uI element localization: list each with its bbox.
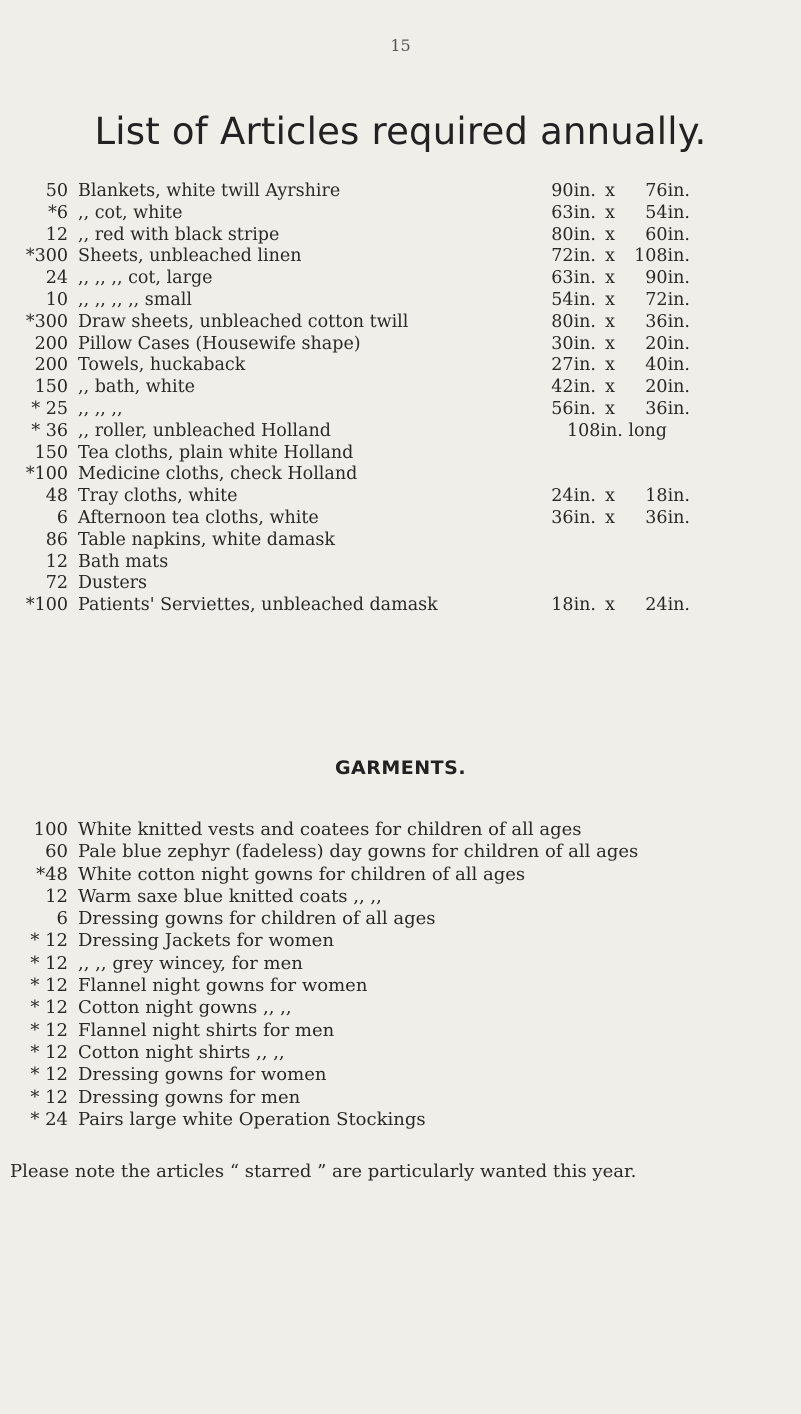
article-size-length: 20in. bbox=[645, 377, 690, 398]
article-row bbox=[20, 312, 780, 334]
article-quantity: 50 bbox=[45, 181, 68, 201]
article-description: ,, roller, unbleached Holland bbox=[78, 420, 331, 441]
article-size-times: x bbox=[605, 311, 615, 332]
garment-row bbox=[20, 841, 790, 863]
article-size-width: 54in. bbox=[551, 289, 596, 310]
article-description: ,, bath, white bbox=[78, 377, 195, 398]
garments-heading: GARMENTS. bbox=[334, 757, 467, 779]
article-row bbox=[20, 399, 780, 421]
article-row bbox=[20, 530, 780, 552]
article-size-times: x bbox=[605, 224, 615, 245]
article-quantity: 24 bbox=[45, 268, 68, 289]
garment-quantity: * 12 bbox=[30, 997, 68, 1019]
garment-row bbox=[20, 930, 790, 952]
article-row bbox=[20, 290, 780, 312]
article-description: ,, cot, white bbox=[78, 202, 183, 223]
garment-description: Warm saxe blue knitted coats ,, ,, bbox=[78, 885, 382, 907]
article-size-width: 72in. bbox=[551, 246, 596, 267]
garment-description: Flannel night gowns for women bbox=[78, 975, 368, 997]
article-size-times: x bbox=[605, 355, 615, 376]
garment-quantity: * 12 bbox=[30, 1041, 68, 1063]
article-description: Afternoon tea cloths, white bbox=[78, 507, 319, 528]
article-row bbox=[20, 508, 780, 530]
garment-row bbox=[20, 864, 790, 886]
garment-description: ,, ,, grey wincey, for men bbox=[78, 952, 303, 974]
article-size-width: 24in. bbox=[551, 486, 596, 507]
article-size-width: 80in. bbox=[551, 224, 596, 245]
garment-description: Dressing Jackets for women bbox=[78, 930, 334, 952]
article-size-length: 54in. bbox=[645, 202, 690, 223]
garment-description: White knitted vests and coatees for children of all ages bbox=[78, 819, 582, 840]
article-quantity: *6 bbox=[48, 202, 68, 223]
article-quantity: 48 bbox=[45, 486, 68, 507]
garment-quantity: * 24 bbox=[30, 1108, 68, 1130]
garment-row bbox=[20, 908, 790, 930]
article-size-width: 63in. bbox=[551, 268, 596, 289]
garment-quantity: 60 bbox=[45, 841, 68, 863]
article-quantity: *100 bbox=[25, 464, 68, 485]
article-quantity: 12 bbox=[45, 224, 68, 245]
page-number: 15 bbox=[390, 36, 411, 55]
page-title: List of Articles required annually. bbox=[94, 110, 707, 153]
garment-quantity: * 12 bbox=[30, 1019, 68, 1041]
article-quantity: 12 bbox=[45, 551, 68, 572]
article-quantity: *100 bbox=[25, 595, 68, 616]
garments-list bbox=[20, 819, 790, 1131]
article-description: Draw sheets, unbleached cotton twill bbox=[78, 311, 409, 332]
garment-row bbox=[20, 1042, 790, 1064]
article-size-length: 36in. bbox=[645, 507, 690, 528]
article-size-width: 80in. bbox=[551, 311, 596, 332]
article-size-length: 24in. bbox=[645, 595, 690, 616]
garment-quantity: 12 bbox=[45, 885, 68, 907]
garment-row bbox=[20, 953, 790, 975]
article-row bbox=[20, 334, 780, 356]
garment-row bbox=[20, 1087, 790, 1109]
article-description: ,, red with black stripe bbox=[78, 224, 280, 245]
article-row bbox=[20, 443, 780, 465]
garment-description: Pairs large white Operation Stockings bbox=[78, 1108, 426, 1130]
garment-row bbox=[20, 886, 790, 908]
garment-row bbox=[20, 997, 790, 1019]
article-row bbox=[20, 181, 780, 203]
article-size-width: 30in. bbox=[551, 333, 596, 354]
article-row bbox=[20, 225, 780, 247]
article-quantity: 150 bbox=[34, 442, 68, 463]
article-description: Patients' Serviettes, unbleached damask bbox=[78, 595, 438, 616]
garment-description: Flannel night shirts for men bbox=[78, 1019, 335, 1041]
article-size-width: 56in. bbox=[551, 398, 596, 419]
article-quantity: 86 bbox=[45, 529, 68, 550]
article-size-length: 36in. bbox=[645, 311, 690, 332]
article-size-length: 40in. bbox=[645, 355, 690, 376]
article-size-times: x bbox=[605, 507, 615, 528]
article-size-times: x bbox=[605, 268, 615, 289]
article-row bbox=[20, 268, 780, 290]
article-description: Table napkins, white damask bbox=[78, 529, 335, 550]
article-size-length: 36in. bbox=[645, 398, 690, 419]
garment-description: White cotton night gowns for children of all ages bbox=[78, 863, 526, 885]
article-quantity: 200 bbox=[34, 333, 68, 354]
article-quantity: *300 bbox=[25, 311, 68, 332]
article-size-width: 42in. bbox=[551, 377, 596, 398]
article-quantity: * 25 bbox=[31, 398, 68, 419]
garment-row bbox=[20, 1020, 790, 1042]
article-size-times: x bbox=[605, 181, 615, 201]
article-description: Towels, huckaback bbox=[78, 355, 246, 376]
article-quantity: *300 bbox=[25, 246, 68, 267]
article-size-times: x bbox=[605, 289, 615, 310]
article-size-length: 76in. bbox=[645, 181, 690, 201]
starred-note: Please note the articles “ starred ” are particularly wanted this year. bbox=[10, 1161, 637, 1182]
article-size-length: 108in. long bbox=[566, 420, 667, 441]
article-description: Pillow Cases (Housewife shape) bbox=[78, 333, 361, 354]
article-description: ,, ,, ,, bbox=[78, 398, 123, 419]
garment-quantity: * 12 bbox=[30, 1086, 68, 1108]
garment-description: Pale blue zephyr (fadeless) day gowns for children of all ages bbox=[78, 841, 639, 863]
article-quantity: 6 bbox=[56, 507, 68, 528]
article-description: Sheets, unbleached linen bbox=[78, 246, 302, 267]
garment-description: Dressing gowns for women bbox=[78, 1064, 327, 1086]
garment-row bbox=[20, 975, 790, 997]
garment-quantity: * 12 bbox=[30, 975, 68, 997]
article-row bbox=[20, 595, 780, 617]
article-row bbox=[20, 421, 780, 443]
article-description: Bath mats bbox=[78, 551, 169, 572]
article-description: Tea cloths, plain white Holland bbox=[78, 442, 354, 463]
article-description: ,, ,, ,, cot, large bbox=[78, 268, 213, 289]
article-row bbox=[20, 552, 780, 574]
garment-quantity: 6 bbox=[56, 908, 68, 930]
garment-quantity: * 12 bbox=[30, 930, 68, 952]
article-size-length: 90in. bbox=[645, 268, 690, 289]
garment-row bbox=[20, 819, 790, 841]
article-size-length: 18in. bbox=[645, 486, 690, 507]
garment-quantity: 100 bbox=[33, 819, 68, 840]
garment-row bbox=[20, 1109, 790, 1131]
article-size-times: x bbox=[605, 377, 615, 398]
article-row bbox=[20, 203, 780, 225]
garment-description: Dressing gowns for men bbox=[78, 1086, 301, 1108]
article-row bbox=[20, 377, 780, 399]
article-size-width: 63in. bbox=[551, 202, 596, 223]
article-quantity: 10 bbox=[45, 289, 68, 310]
article-quantity: 200 bbox=[34, 355, 68, 376]
article-size-times: x bbox=[605, 246, 615, 267]
article-row bbox=[20, 486, 780, 508]
article-size-times: x bbox=[605, 595, 615, 616]
article-row bbox=[20, 573, 780, 595]
article-size-length: 108in. bbox=[634, 246, 690, 267]
article-size-length: 72in. bbox=[645, 289, 690, 310]
article-size-length: 20in. bbox=[645, 333, 690, 354]
garment-description: Cotton night gowns ,, ,, bbox=[78, 997, 292, 1019]
article-quantity: 72 bbox=[45, 573, 68, 594]
article-description: Medicine cloths, check Holland bbox=[78, 464, 358, 485]
articles-list bbox=[20, 181, 780, 617]
article-row bbox=[20, 355, 780, 377]
article-size-length: 60in. bbox=[645, 224, 690, 245]
article-description: Dusters bbox=[78, 573, 148, 594]
article-size-width: 90in. bbox=[551, 181, 596, 201]
article-size-times: x bbox=[605, 398, 615, 419]
garment-quantity: *48 bbox=[36, 863, 68, 885]
article-description: ,, ,, ,, ,, small bbox=[78, 289, 192, 310]
article-quantity: 150 bbox=[34, 377, 68, 398]
garment-quantity: * 12 bbox=[30, 952, 68, 974]
article-size-width: 36in. bbox=[551, 507, 596, 528]
article-row bbox=[20, 246, 780, 268]
article-quantity: * 36 bbox=[31, 420, 68, 441]
article-size-times: x bbox=[605, 486, 615, 507]
article-size-times: x bbox=[605, 202, 615, 223]
garment-quantity: * 12 bbox=[30, 1064, 68, 1086]
article-size-width: 18in. bbox=[551, 595, 596, 616]
article-description: Blankets, white twill Ayrshire bbox=[78, 181, 341, 201]
article-size-width: 27in. bbox=[551, 355, 596, 376]
article-row bbox=[20, 464, 780, 486]
article-size-times: x bbox=[605, 333, 615, 354]
article-description: Tray cloths, white bbox=[78, 486, 238, 507]
garment-description: Dressing gowns for children of all ages bbox=[78, 908, 436, 930]
garment-row bbox=[20, 1064, 790, 1086]
garment-description: Cotton night shirts ,, ,, bbox=[78, 1041, 285, 1063]
